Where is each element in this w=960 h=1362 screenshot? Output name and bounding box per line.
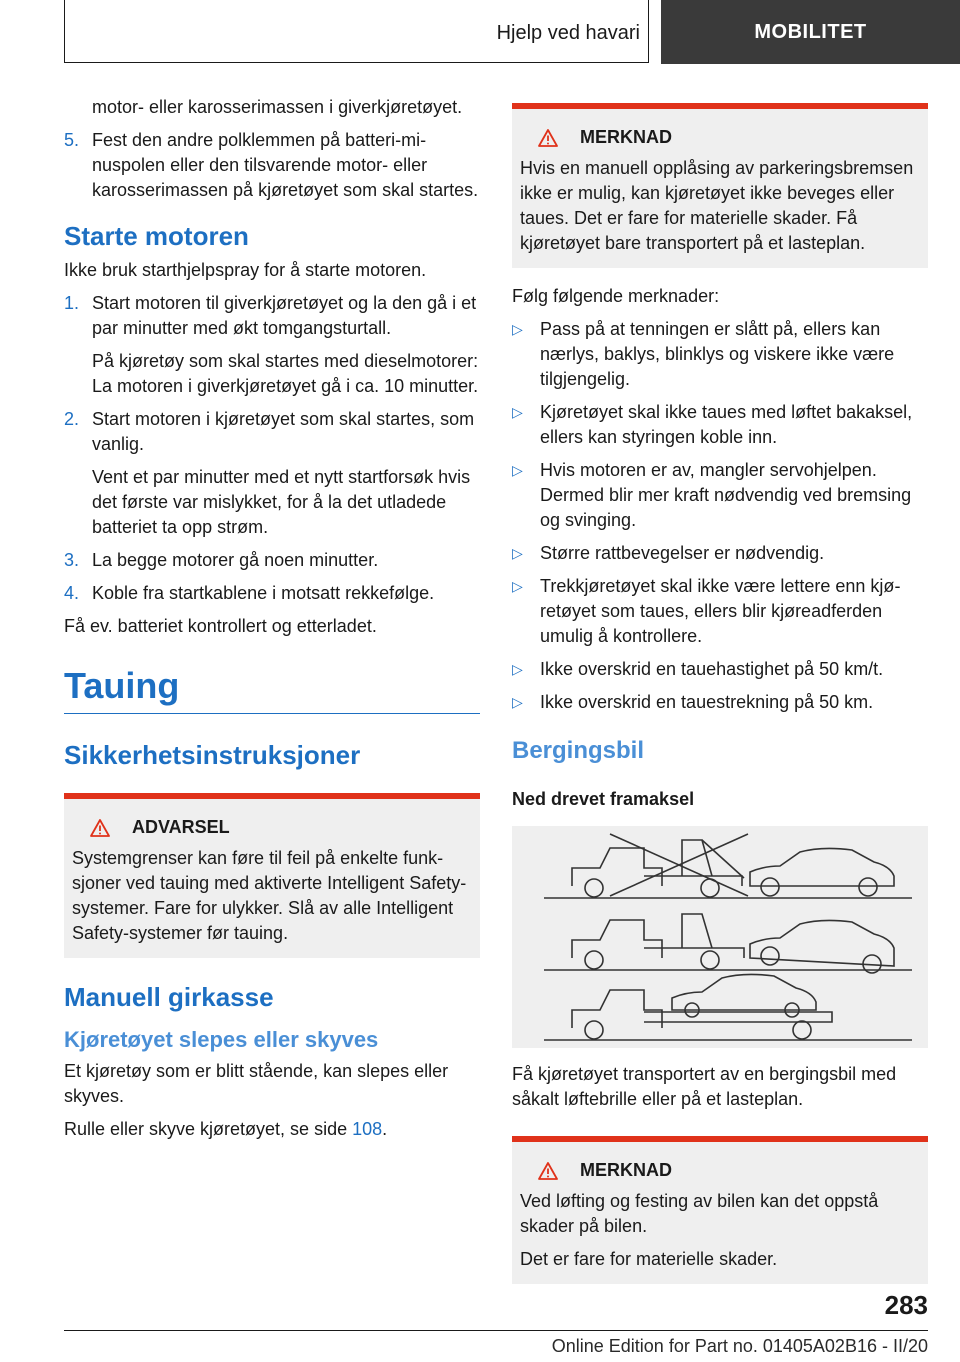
page-header [0, 0, 960, 66]
right-column [512, 103, 928, 1300]
heading-start-engine: Starte motoren [64, 221, 249, 251]
start-intro: Ikke bruk starthjelpspray for å starte motoren. [64, 260, 427, 280]
list-item-text: Ikke overskrid en tauestrekning på 50 km. [540, 692, 874, 712]
edition-text: Online Edition for Part no. 01405A02B16 - II/20 [551, 1336, 928, 1356]
chapter-tab: MOBILITET [661, 0, 960, 64]
step-text: Fest den andre polklemmen på batteri-minuspolen eller den tilsvarende motor- eller karosserimassen på kjøretøyet som skal startes. [92, 130, 479, 200]
step-number: 1. [64, 293, 80, 313]
list-item [512, 541, 928, 566]
heading-manual-gearbox: Manuell girkasse [64, 982, 274, 1012]
triangle-bullet-icon: ▷ [512, 578, 523, 594]
step-number: 2. [64, 409, 80, 429]
step-number: 5. [64, 130, 80, 150]
continued-text: motor- eller karosserimassen i giverkjøretøyet. [92, 97, 463, 117]
warning-triangle-icon [90, 819, 110, 837]
page-number: 283 [884, 1290, 928, 1320]
list-item-text: Trekkjøretøyet skal ikke være lettere enn kjøretøyet som taues, ellers blir kjøreadferden umulig å kontrollere. [540, 576, 901, 646]
note-header [520, 127, 920, 148]
list-item [512, 458, 928, 533]
section-title: Hjelp ved havari [496, 22, 640, 44]
note-text: Ved løfting og festing av bilen kan det oppstå skader på bilen. [520, 1191, 879, 1236]
list-item-text: Kjøretøyet skal ikke taues med løftet bakaksel, ellers kan styringen koble inn. [540, 402, 913, 447]
tow-truck-illustration [512, 826, 928, 1048]
list-item-text: Større rattbevegelser er nødvendig. [540, 543, 825, 563]
roll-text [64, 1117, 480, 1142]
step-text: Start motoren til giverkjøretøyet og la den gå i et par minutter med økt tomgangsturtall. [92, 293, 477, 338]
heading-push-tow: Kjøretøyet slepes eller skyves [64, 1027, 379, 1052]
note-box-lifting [512, 1136, 928, 1284]
note-text: Det er fare for materielle skader. [520, 1249, 778, 1269]
roll-text-end: . [382, 1119, 388, 1139]
push-text: Et kjøretøy som er blitt stående, kan slepes eller skyves. [64, 1061, 449, 1106]
list-item [512, 657, 928, 682]
page-link[interactable]: 108 [352, 1119, 383, 1139]
note-text: Hvis en manuell opplåsing av parkeringsbremsen ikke er mulig, kan kjøretøyet ikke beveges eller taues. Det er fare for materielle skader. Få kjøretøyet bare transportert på et lasteplan. [520, 158, 914, 253]
list-item-text: Pass på at tenningen er slått på, ellers kan nærlys, baklys, blinklys og viskere ikke være tilgjengelig. [540, 319, 895, 389]
step-text: La begge motorer gå noen minutter. [92, 550, 379, 570]
list-item [512, 317, 928, 392]
battery-check-text: Få ev. batteriet kontrollert og etterladet. [64, 616, 377, 636]
left-column [64, 95, 480, 1150]
roll-text-body: Rulle eller skyve kjøretøyet, se side [64, 1119, 353, 1139]
step-2-detail: Vent et par minutter med et nytt startforsøk hvis det første var mislykket, for å la det utladede batteriet ta opp strøm. [92, 467, 471, 537]
triangle-bullet-icon: ▷ [512, 462, 523, 478]
step-1 [64, 291, 480, 341]
triangle-bullet-icon: ▷ [512, 404, 523, 420]
warning-header [72, 817, 472, 838]
step-5 [64, 128, 480, 203]
heading-towing: Tauing [64, 665, 480, 714]
triangle-bullet-icon: ▷ [512, 545, 523, 561]
tow-truck-drawing [512, 826, 928, 1048]
triangle-bullet-icon: ▷ [512, 661, 523, 677]
footer-rule [64, 1330, 928, 1331]
step-text: Start motoren i kjøretøyet som skal startes, som vanlig. [92, 409, 475, 454]
note-box-parking-brake [512, 103, 928, 268]
heading-front-axle: Ned drevet framaksel [512, 789, 695, 809]
triangle-bullet-icon: ▷ [512, 321, 523, 337]
list-item [512, 690, 928, 715]
list-item-text: Ikke overskrid en tauehastighet på 50 km/t. [540, 659, 884, 679]
warning-box [64, 793, 480, 958]
list-item [512, 400, 928, 450]
step-number: 3. [64, 550, 80, 570]
heading-safety: Sikkerhetsinstruksjoner [64, 740, 361, 770]
list-item [512, 574, 928, 649]
step-number: 4. [64, 583, 80, 603]
triangle-bullet-icon: ▷ [512, 694, 523, 710]
warning-title: ADVARSEL [132, 817, 230, 837]
step-4 [64, 581, 480, 606]
step-text: Koble fra startkablene i motsatt rekkefølge. [92, 583, 435, 603]
warning-triangle-icon [538, 129, 558, 147]
step-2 [64, 407, 480, 457]
note-title: MERKNAD [580, 1160, 672, 1180]
list-item-text: Hvis motoren er av, mangler servohjelpen. Dermed blir mer kraft nødvendig ved bremsing og svinging. [540, 460, 912, 530]
warning-triangle-icon [538, 1162, 558, 1180]
note-header [520, 1160, 920, 1181]
figure-caption: Få kjøretøyet transportert av en bergingsbil med såkalt løftebrille eller på et lasteplan. [512, 1064, 897, 1109]
heading-tow-truck: Bergingsbil [512, 737, 645, 764]
follow-intro: Følg følgende merknader: [512, 286, 720, 306]
note-title: MERKNAD [580, 127, 672, 147]
warning-text: Systemgrenser kan føre til feil på enkelte funksjoner ved tauing med aktiverte Intelligent Safety-systemer. Fare for ulykker. Slå av alle Intelligent Safety-systemer før tauing. [72, 848, 467, 943]
step-1-detail: På kjøretøy som skal startes med dieselmotorer: La motoren i giverkjøretøyet gå i ca. 10 minutter. [92, 351, 479, 396]
step-3 [64, 548, 480, 573]
